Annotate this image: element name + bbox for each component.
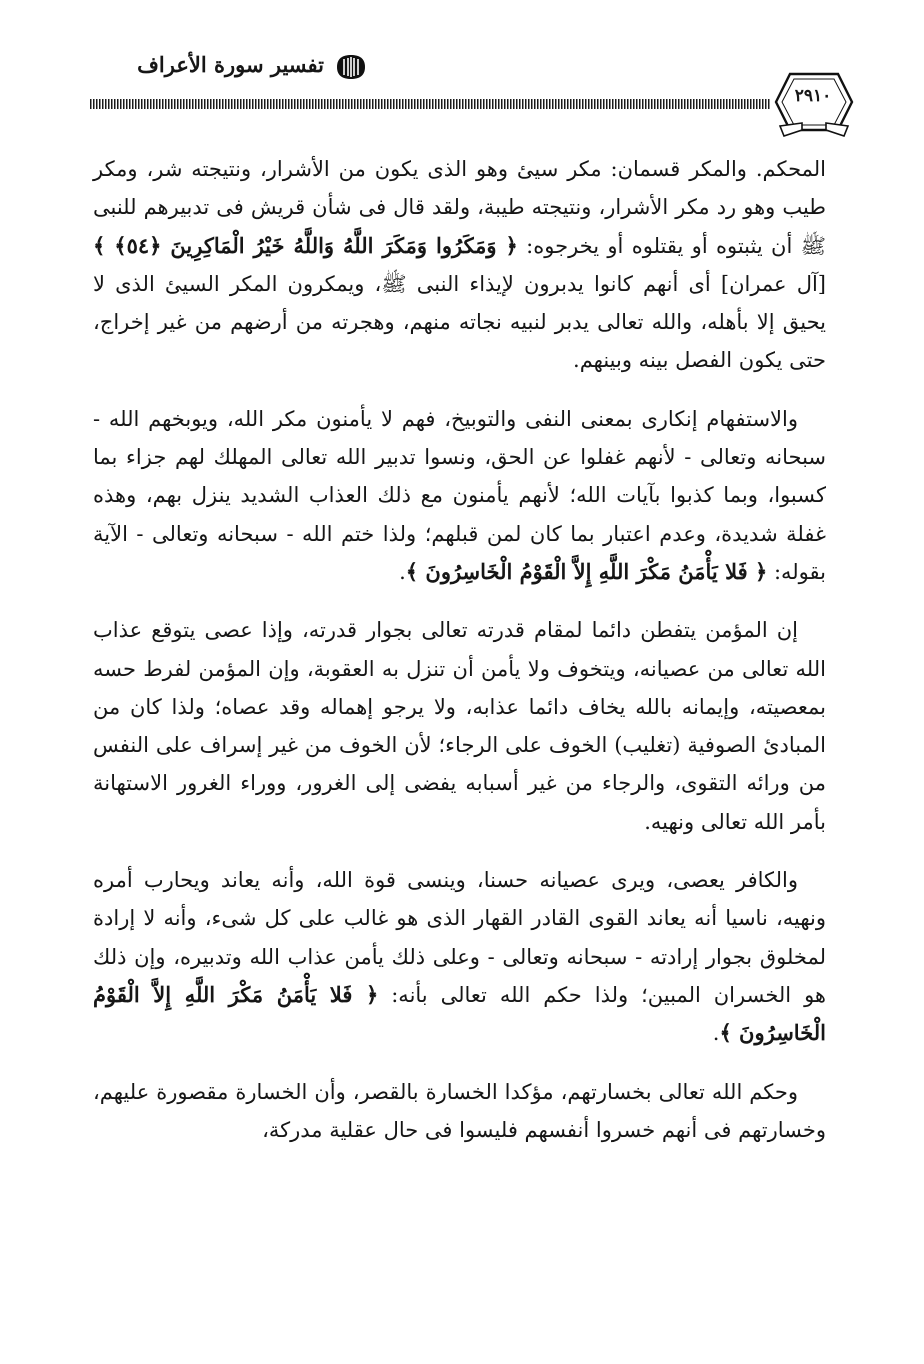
ornament-icon	[334, 54, 368, 80]
paragraph-text: .	[399, 559, 406, 584]
quran-verse: ﴿ فَلا يَأْمَنُ مَكْرَ اللَّهِ إِلاَّ الْقَوْمُ الْخَاسِرُونَ ﴾	[405, 558, 768, 584]
header-rule	[90, 99, 771, 109]
paragraph	[93, 861, 826, 1052]
paragraph	[93, 400, 826, 591]
paragraph-text: المحكم. والمكر قسمان: مكر سيئ وهو الذى يكون من الأشرار، ونتيجته شر، ومكر طيب وهو رد مكر الأشرار، ونتيجته طيبة، ولقد قال فى شأن قريش فى تدبيرهم للنبى ﷺ أن يثبتوه أو يقتلوه أو يخرجوه:	[93, 157, 827, 258]
paragraph-text: والكافر يعصى، ويرى عصيانه حسنا، وينسى قوة الله، وأنه يعاند ويحارب أمره ونهيه، ناسيا أنه يعاند القوى القادر القهار الذى هو غالب على كل شىء، وأنه لا إرادة لمخلوق بجوار إرادته - سبحانه وتعالى - وعلى ذلك يأمن عذاب الله وتدبيره، وإن ذلك هو الخسران المبين؛ ولذا حكم الله تعالى بأنه:	[93, 868, 826, 1007]
paragraph-text: إن المؤمن يتفطن دائما لمقام قدرته تعالى بجوار قدرته، وإذا عصى يتوقع عذاب الله تعالى من عصيانه، ويتخوف ولا يأمن أن تنزل به العقوبة، وإن المؤمن لفرط حسه بمعصيته، وإيمانه بالله يخاف دائما عذابه، ولا يرجو إهماله وقد عصاه؛ ولذا كان من المبادئ الصوفية (تغليب) الخوف على الرجاء؛ لأن الخوف من غير إسراف على النفس من ورائه التقوى، والرجاء من غير أسبابه يفضى إلى الغرور، ووراء الغرور الاستهانة بأمر الله تعالى ونهيه.	[93, 618, 826, 834]
paragraph-text: والاستفهام إنكارى بمعنى النفى والتوبيخ، فهم لا يأمنون مكر الله، ويوبخهم الله - سبحانه وتعالى - لأنهم غفلوا عن الحق، ونسوا تدبير الله تعالى المهلك لهم جزاء بما كسبوا، وبما كذبوا بآيات الله؛ لأنهم يأمنون مع ذلك العذاب الشديد ينزل بهم، وهذه غفلة شديدة، وعدم اعتبار بما كان لمن قبلهم؛ ولذا ختم الله - سبحانه وتعالى - الآية بقوله:	[93, 406, 826, 584]
paragraph-text: [آل عمران] أى أنهم كانوا يدبرون لإيذاء النبى ﷺ، ويمكرون المكر السيئ الذى لا يحيق إلا بأهله، والله تعالى يدبر لنبيه نجاته منهم، وهجرته من أرضهم من غير إخراج، حتى يكون الفصل بينه وبينهم.	[93, 271, 826, 373]
paragraph-text: وحكم الله تعالى بخسارتهم، مؤكدا الخسارة بالقصر، وأن الخسارة مقصورة عليهم، وخسارتهم فى أنهم خسروا أنفسهم فليسوا فى حال عقلية مدركة،	[93, 1079, 826, 1142]
page-number: ٢٩١٠	[794, 86, 832, 106]
paragraph	[93, 611, 826, 841]
header-title: تفسير سورة الأعراف	[137, 52, 324, 77]
paragraph	[93, 1073, 826, 1150]
quran-verse: ﴿ فَلا يَأْمَنُ مَكْرَ اللَّهِ إِلاَّ الْقَوْمُ الْخَاسِرُونَ ﴾	[93, 981, 826, 1046]
body-text	[93, 150, 826, 1169]
paragraph	[93, 150, 826, 380]
paragraph-text: .	[712, 1021, 720, 1046]
quran-verse: ﴿ وَمَكَرُوا وَمَكَرَ اللَّهُ وَاللَّهُ خَيْرُ الْمَاكِرِينَ ﴿٥٤﴾ ﴾	[93, 232, 518, 258]
